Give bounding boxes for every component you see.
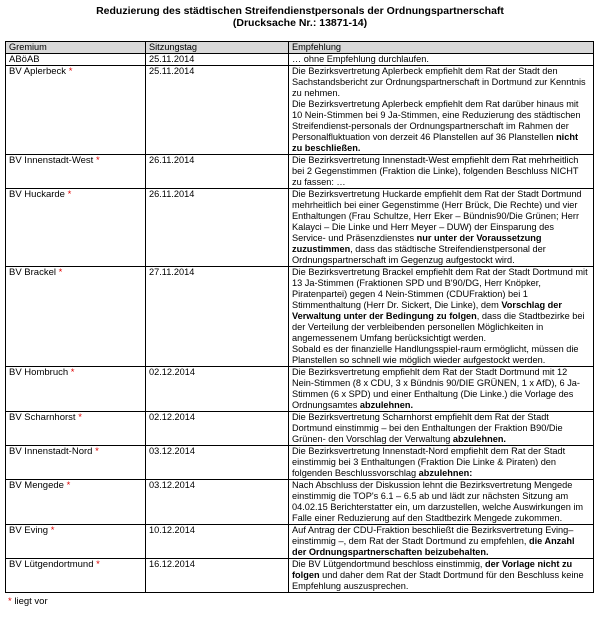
recommendation-cell: Die Bezirksvertretung Innenstadt-Nord empfiehlt dem Rat der Stadt einstimmig bei 3 Enthaltungen (Fraktion Die Linke & Piraten) den folgenden Beschlussvorschlag abzulehnen: <box>289 446 594 480</box>
gremium-cell: BV Lütgendortmund * <box>6 559 146 593</box>
date-cell: 16.12.2014 <box>146 559 289 593</box>
recommendation-cell: Nach Abschluss der Diskussion lehnt die Bezirksvertretung Mengede einstimmig die TOP's 6.1 – 6.5 ab und lädt zur nächsten Sitzung am 04.02.15 Berichterstatter ein, um darzustellen, welche Auswirkungen im Falle einer Reduzierung auf den Stadtbezirk Mengede zukommen. <box>289 480 594 525</box>
gremium-cell: BV Scharnhorst * <box>6 412 146 446</box>
date-cell: 26.11.2014 <box>146 189 289 267</box>
star-marker: * <box>58 267 63 278</box>
date-cell: 25.11.2014 <box>146 66 289 155</box>
star-marker: * <box>96 559 100 570</box>
title-line-1: Reduzierung des städtischen Streifendienstpersonals der Ordnungspartnerschaft <box>96 5 504 17</box>
gremium-cell: ABöAB <box>6 54 146 66</box>
date-cell: 03.12.2014 <box>146 446 289 480</box>
recommendation-cell: Die Bezirksvertretung Innenstadt-West empfiehlt dem Rat mehrheitlich bei 2 Gegenstimmen (Fraktion die Linke), folgenden Beschluss NICHT zu fassen: … <box>289 155 594 189</box>
table-header-row <box>6 42 594 54</box>
recommendation-cell: Die BV Lütgendortmund beschloss einstimmig, der Vorlage nicht zu folgen und daher dem Rat der Stadt Dortmund für den Beschluss keine Empfehlung auszusprechen. <box>289 559 594 593</box>
date-cell: 03.12.2014 <box>146 480 289 525</box>
table-row <box>6 66 594 155</box>
table-row <box>6 155 594 189</box>
table-row <box>6 559 594 593</box>
date-cell: 02.12.2014 <box>146 367 289 412</box>
table-row <box>6 367 594 412</box>
star-marker: * <box>78 412 82 423</box>
recommendation-cell: Die Bezirksvertretung Brackel empfiehlt dem Rat der Stadt Dortmund mit 13 Ja-Stimmen (Fraktionen SPD und B'90/DG, Herr Knöpker, Piratenpartei) gegen 4 Nein-Stimmen (CDUFraktion) bei 1 Stimmenthaltung (Herr Dr. Sickert, Die Linke), dem Vorschlag der Verwaltung unter der Bedingung zu folgen, dass die Stadtbezirke bei der Verteilung der verbleibenden personellen Möglichkeiten in angemessenem Umfang berücksichtigt werden. Sobald es der finanzielle Handlungsspiel-raum ermöglicht, müssen die Planstellen so schnell wie möglich wieder aufgestockt werden. <box>289 267 594 367</box>
recommendation-cell: Die Bezirksvertretung Huckarde empfiehlt dem Rat der Stadt Dortmund mehrheitlich bei einer Gegenstimme (Herr Brück, Die Rechte) und vier Enthaltungen (Frau Schultze, Herr Eker – Bündnis90/Die Grünen; Herr Kalayci – Die Linke und Herr Meyer – DUW) der Einsparung des Service- und Präsenzdienstes nur unter der Voraussetzung zuzustimmen, dass das städtische Streifendienstpersonal der Ordnungspartnerschaft im Gegenzug aufgestockt wird. <box>289 189 594 267</box>
gremium-cell: BV Brackel * <box>6 267 146 367</box>
table-row <box>6 189 594 267</box>
date-cell: 26.11.2014 <box>146 155 289 189</box>
recommendation-cell: … ohne Empfehlung durchlaufen. <box>289 54 594 66</box>
title-line-2: (Drucksache Nr.: 13871-14) <box>232 17 368 29</box>
recommendation-cell: Die Bezirksvertretung Aplerbeck empfiehlt dem Rat der Stadt den Sachstandsbericht zur Ordnungspartnerschaft in Dortmund zur Kenntnis zu nehmen. Die Bezirksvertretung Aplerbeck empfiehlt dem Rat darüber hinaus mit 10 Nein-Stimmen bei 9 Ja-Stimmen, eine Reduzierung des städtischen Streifendienst-personals der Ordnungspartnerschaft im Rahmen der Personalfluktuation von derzeit 46 Planstellen auf 36 Planstellen nicht zu beschließen. <box>289 66 594 155</box>
recommendation-cell: Auf Antrag der CDU-Fraktion beschließt die Bezirksvertretung Eving– einstimmig –, dem Rat der Stadt Dortmund zu empfehlen, die Anzahl der Ordnungspartnerschaften beizubehalten. <box>289 525 594 559</box>
document-title <box>0 0 600 29</box>
table-row <box>6 446 594 480</box>
gremium-cell: BV Innenstadt-West * <box>6 155 146 189</box>
star-marker: * <box>50 525 55 536</box>
table-row <box>6 54 594 66</box>
gremium-cell: BV Aplerbeck * <box>6 66 146 155</box>
header-empfehlung: Empfehlung <box>289 42 594 54</box>
header-gremium: Gremium <box>6 42 146 54</box>
gremium-cell: BV Innenstadt-Nord * <box>6 446 146 480</box>
gremium-cell: BV Hombruch * <box>6 367 146 412</box>
footnote-text: liegt vor <box>14 596 48 607</box>
date-cell: 02.12.2014 <box>146 412 289 446</box>
date-cell: 10.12.2014 <box>146 525 289 559</box>
table-row <box>6 480 594 525</box>
gremium-cell: BV Mengede * <box>6 480 146 525</box>
gremium-cell: BV Eving * <box>6 525 146 559</box>
date-cell: 25.11.2014 <box>146 54 289 66</box>
star-marker: * <box>8 596 12 607</box>
star-marker: * <box>68 66 73 77</box>
star-marker: * <box>66 480 71 491</box>
recommendation-cell: Die Bezirksvertretung empfiehlt dem Rat der Stadt Dortmund mit 12 Nein-Stimmen (8 x CDU, 3 x Bündnis 90/DIE GRÜNEN, 1 x AfD), 6 Ja-Stimmen (6 x SPD) und einer Enthaltung (Die Linke.) die Vorlage des Ordnungsamtes abzulehnen. <box>289 367 594 412</box>
gremium-cell: BV Huckarde * <box>6 189 146 267</box>
table-row <box>6 412 594 446</box>
footnote <box>8 596 600 607</box>
header-sitzungstag: Sitzungstag <box>146 42 289 54</box>
recommendations-table <box>5 41 594 593</box>
recommendation-cell: Die Bezirksvertretung Scharnhorst empfiehlt dem Rat der Stadt Dortmund einstimmig – bei den Enthaltungen der Fraktion B90/Die Grünen- den Vorschlag der Verwaltung abzulehnen. <box>289 412 594 446</box>
star-marker: * <box>95 446 99 457</box>
table-row <box>6 525 594 559</box>
star-marker: * <box>67 189 72 200</box>
date-cell: 27.11.2014 <box>146 267 289 367</box>
star-marker: * <box>70 367 75 378</box>
table-row <box>6 267 594 367</box>
star-marker: * <box>95 155 100 166</box>
